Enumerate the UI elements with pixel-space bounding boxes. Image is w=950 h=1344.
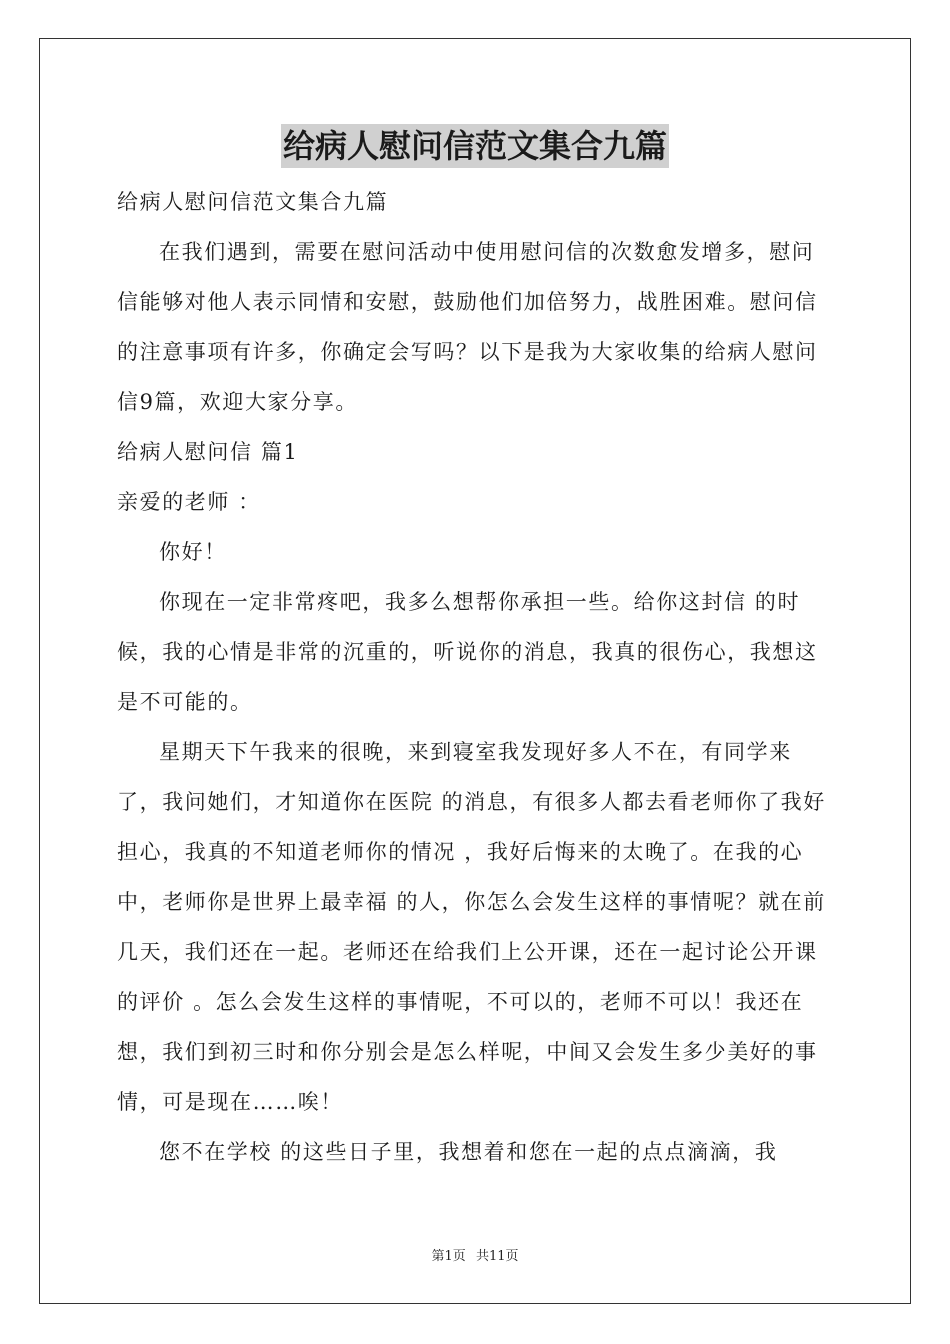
paragraph: 星期天下午我来的很晚，来到寝室我发现好多人不在，有同学来了，我问她们，才知道你在医院 的消息，有很多人都去看老师你了我好担心，我真的不知道老师你的情况 ，我好后悔来的太晚了。在我的心中，老师你是世界上最幸福 的人，你怎么会发生这样的事情呢？就在前几天，我们还在一起。老师还在给我们上公开课，还在一起讨论公开课的评价 。怎么会发生这样的事情呢，不可以的，老师不可以！我还在想，我们到初三时和你分别会是怎么样呢，中间又会发生多少美好的事情，可是现在……唉！ [117, 740, 826, 1114]
page-number: 第1页 [431, 1249, 466, 1264]
paragraph: 您不在学校 的这些日子里，我想着和您在一起的点点滴滴，我 [159, 1140, 778, 1164]
paragraph: 你现在一定非常疼吧，我多么想帮你承担一些。给你这封信 的时候，我的心情是非常的沉重的，听说你的消息，我真的很伤心，我想这是不可能的。 [117, 590, 818, 714]
paragraph: 你好！ [159, 540, 227, 564]
paragraph: 给病人慰问信范文集合九篇 [117, 190, 389, 214]
paragraph: 在我们遇到，需要在慰问活动中使用慰问信的次数愈发增多，慰问信能够对他人表示同情和安慰，鼓励他们加倍努力，战胜困难。慰问信的注意事项有许多，你确定会写吗？以下是我为大家收集的给病人慰问信9篇，欢迎大家分享。 [117, 240, 818, 414]
document-body [117, 177, 835, 1177]
document-title: 给病人慰问信范文集合九篇 [281, 124, 669, 168]
page-footer [0, 1248, 950, 1266]
title-container [0, 124, 950, 168]
page-total: 共11页 [475, 1249, 519, 1264]
paragraph: 亲爱的老师 ： [117, 490, 261, 514]
paragraph: 给病人慰问信 篇1 [117, 440, 299, 464]
